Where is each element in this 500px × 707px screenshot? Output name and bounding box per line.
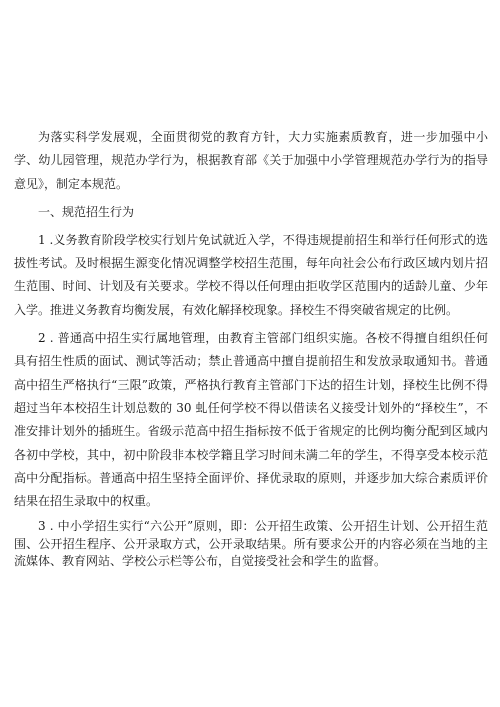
item-2-paragraph: 2 . 普通高中招生实行属地管理，由教育主管部门组织实施。各校不得擅自组织任何具有招生性质的面试、测试等活动；禁止普通高中擅自提前招生和发放录取通知书。普通高中招生严格执行“三限”政策，严格执行教育主管部门下达的招生计划，择校生比例不得超过当年本校招生计划总数的 30 虬任何学校不得以借读名义接受计划外的“择校生”，不准安排计划外的插班生。省级示范高中招生指标按不低于省规定的比例均衡分配到区域内各初中学校，其中，初中阶段非本校学籍且学习时间未满二年的学生，不得享受本校示范高中分配指标。普通高中招生坚持全面评价、择优录取的原则，并逐步加大综合素质评价结果在招生录取中的权重。 — [14, 331, 488, 509]
section-heading: 一、规范招生行为 — [38, 204, 135, 219]
item-3-paragraph: 3 . 中小学招生实行“六公开”原则，即：公开招生政策、公开招生计划、公开招生范围、公开招生程序、公开录取方式，公开录取结果。所有要求公开的内容必须在当地的主流媒体、教育网站、学校公示栏等公布，自觉接受社会和学生的监督。 — [14, 519, 488, 568]
item-1-paragraph: 1 .义务教育阶段学校实行划片免试就近入学，不得违规提前招生和举行任何形式的选拔性考试。及时根据生源变化情况调整学校招生范围，每年向社会公布行政区域内划片招生范围、时间、计划及有关要求。学校不得以任何理由拒收学区范围内的适龄儿童、少年入学。推进义务教育均衡发展，有效化解择校现象。择校生不得突破省规定的比例。 — [14, 232, 488, 317]
document-body — [14, 126, 488, 570]
intro-paragraph: 为落实科学发展观，全面贯彻党的教育方针，大力实施素质教育，进一步加强中小学、幼儿园管理，规范办学行为，根据教育部《关于加强中小学管理规范办学行为的指导意见》，制定本规范。 — [14, 130, 488, 191]
